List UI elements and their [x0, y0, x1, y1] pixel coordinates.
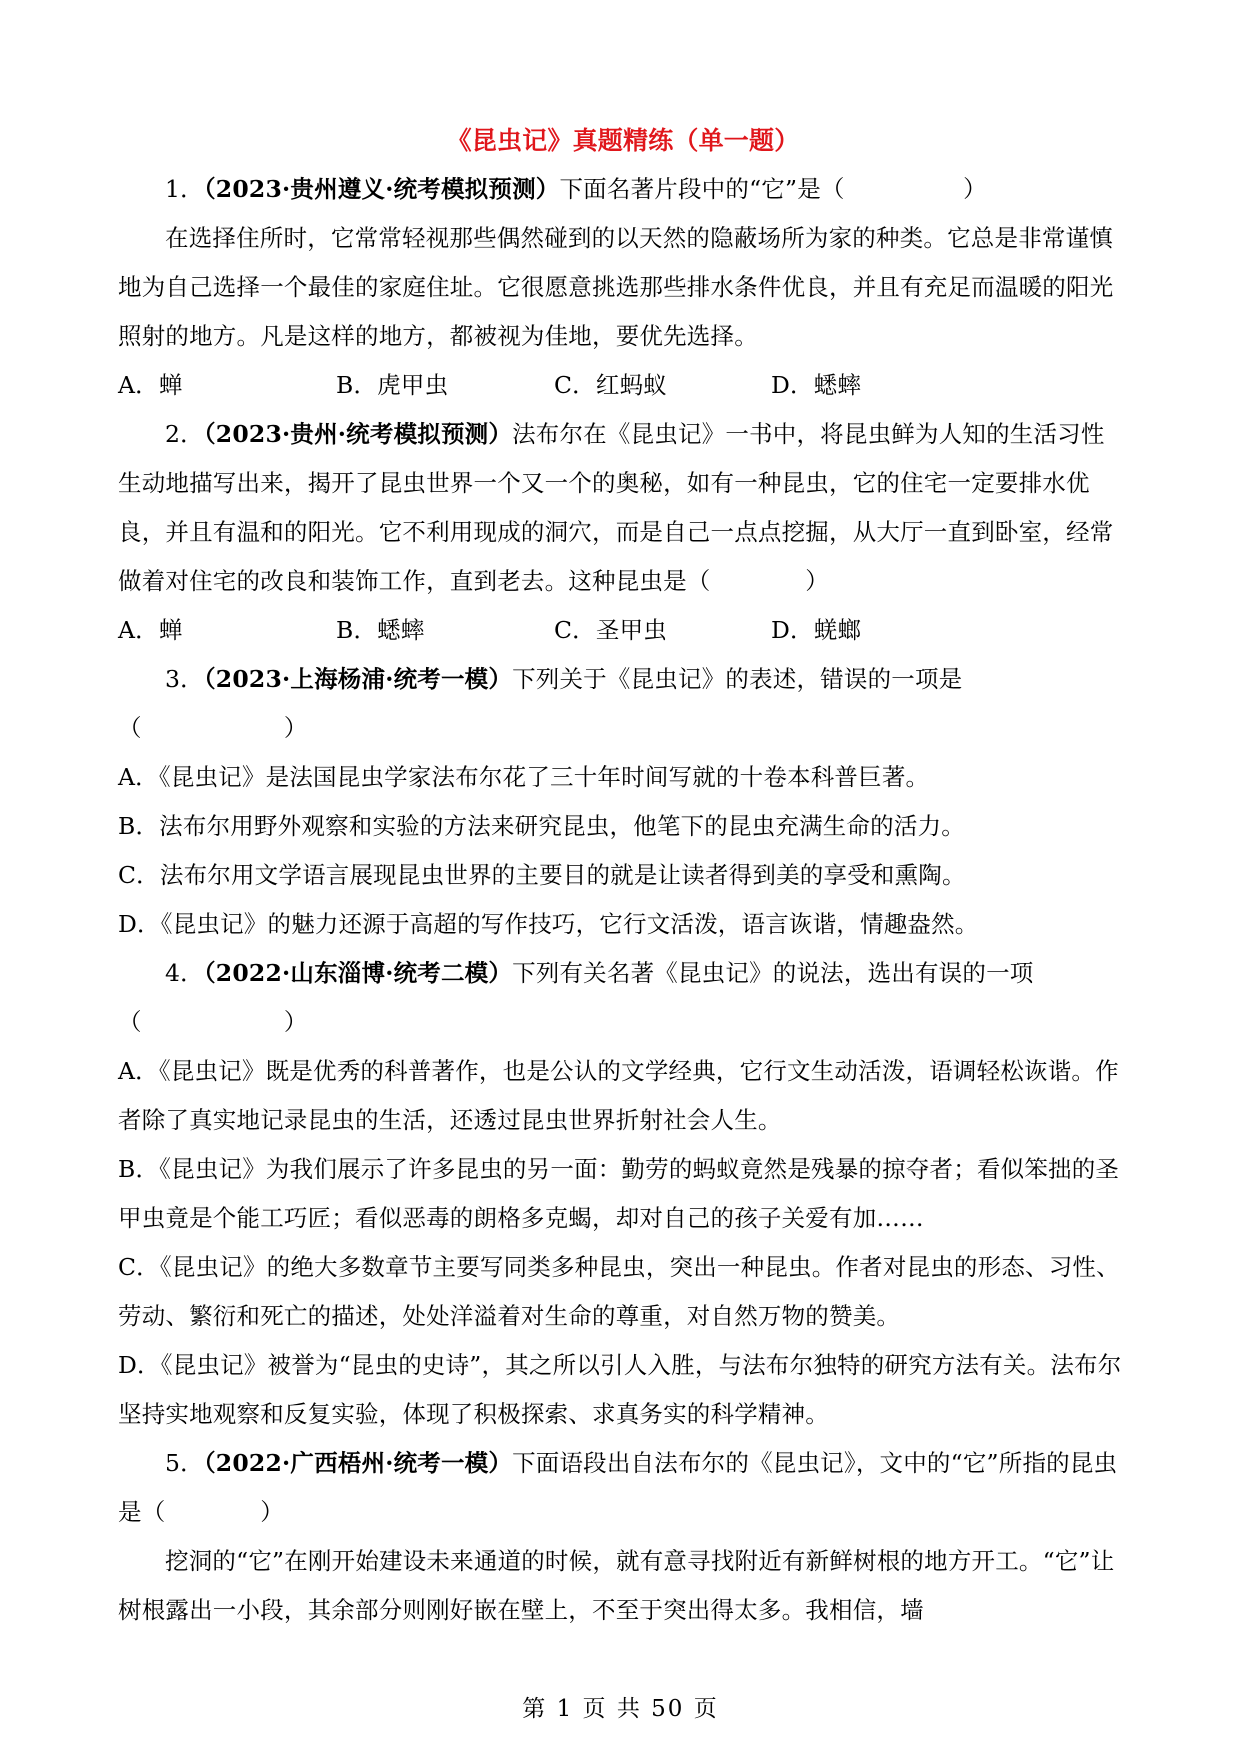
question-3-option-c: C．法布尔用文学语言展现昆虫世界的主要目的就是让读者得到美的享受和熏陶。 [118, 861, 966, 889]
question-4-option-a: A．《昆虫记》既是优秀的科普著作，也是公认的文学经典，它行文生动活泼，语调轻松诙谐。作者除了真实地记录昆虫的生活，还透过昆虫世界折射社会人生。 [118, 1057, 1119, 1134]
question-text: 下面名著片段中的“它”是（ ） [559, 175, 987, 203]
question-3-option-b: B．法布尔用野外观察和实验的方法来研究昆虫，他笔下的昆虫充满生命的活力。 [118, 812, 965, 840]
option-d: D．蜣螂 [771, 616, 862, 644]
page-content [118, 116, 1128, 1635]
question-text: 法布尔在《昆虫记》一书中，将昆虫鲜为人知的生活习性生动地描写出来，揭开了昆虫世界一个又一个的奥秘，如有一种昆虫，它的住宅一定要排水优良，并且有温和的阳光。它不利用现成的洞穴，而是自己一点点挖掘，从大厅一直到卧室，经常做着对住宅的改良和装饰工作，直到老去。这种昆虫是（ ） [118, 420, 1114, 595]
question-1-passage: 在选择住所时，它常常轻视那些偶然碰到的以天然的隐蔽场所为家的种类。它总是非常谨慎地为自己选择一个最佳的家庭住址。它很愿意挑选那些排水条件优良，并且有充足而温暖的阳光照射的地方。凡是这样的地方，都被视为佳地，要优先选择。 [118, 224, 1114, 350]
question-number: 4． [165, 959, 204, 987]
question-5-passage: 挖洞的“它”在刚开始建设未来通道的时候，就有意寻找附近有新鲜树根的地方开工。“它”让树根露出一小段，其余部分则刚好嵌在壁上，不至于突出得太多。我相信，墙 [118, 1547, 1115, 1624]
question-number: 3． [165, 665, 204, 693]
question-number: 1． [165, 175, 204, 203]
question-text: 下面语段出自法布尔的《昆虫记》，文中的“它”所指的昆虫是（ ） [118, 1449, 1118, 1526]
question-2-options [118, 606, 1128, 655]
question-number: 5． [165, 1449, 204, 1477]
question-3-option-d: D．《昆虫记》的魅力还源于高超的写作技巧，它行文活泼，语言诙谐，情趣盎然。 [118, 910, 979, 938]
question-source: （2022·山东淄博·统考二模） [203, 959, 513, 987]
question-source: （2023·上海杨浦·统考一模） [203, 665, 513, 693]
question-4-option-c: C．《昆虫记》的绝大多数章节主要写同类多种昆虫，突出一种昆虫。作者对昆虫的形态、习性、劳动、繁衍和死亡的描述，处处洋溢着对生命的尊重，对自然万物的赞美。 [118, 1253, 1120, 1330]
question-source: （2022·广西梧州·统考一模） [203, 1449, 513, 1477]
question-1-stem [118, 165, 1128, 214]
option-a: A．蝉 [118, 616, 183, 644]
question-2-stem [118, 410, 1128, 606]
question-3-option-a: A．《昆虫记》是法国昆虫学家法布尔花了三十年时间写就的十卷本科普巨著。 [118, 763, 930, 791]
page-title: 《昆虫记》真题精练（单一题） [446, 126, 800, 155]
option-b: B．蟋蟀 [336, 616, 425, 644]
question-4-option-d: D．《昆虫记》被誉为“昆虫的史诗”，其之所以引人入胜，与法布尔独特的研究方法有关。法布尔坚持实地观察和反复实验，体现了积极探索、求真务实的科学精神。 [118, 1351, 1122, 1428]
question-1-options [118, 361, 1128, 410]
option-c: C．红蚂蚁 [554, 371, 667, 399]
question-4-stem [118, 949, 1128, 1047]
option-b: B．虎甲虫 [336, 371, 449, 399]
question-3-stem [118, 655, 1128, 753]
page-footer: 第 1 页 共 50 页 [522, 1696, 719, 1722]
question-source: （2023·贵州·统考模拟预测） [203, 420, 513, 448]
question-5-stem [118, 1439, 1128, 1537]
option-d: D．蟋蟀 [771, 371, 862, 399]
question-text: 下列关于《昆虫记》的表述，错误的一项是（ ） [118, 665, 963, 742]
option-a: A．蝉 [118, 371, 183, 399]
question-text: 下列有关名著《昆虫记》的说法，选出有误的一项（ ） [118, 959, 1034, 1036]
option-c: C．圣甲虫 [554, 616, 667, 644]
question-source: （2023·贵州遵义·统考模拟预测） [203, 175, 560, 203]
question-number: 2． [165, 420, 204, 448]
question-4-option-b: B．《昆虫记》为我们展示了许多昆虫的另一面：勤劳的蚂蚁竟然是残暴的掠夺者；看似笨拙的圣甲虫竟是个能工巧匠；看似恶毒的朗格多克蝎，却对自己的孩子关爱有加…… [118, 1155, 1120, 1232]
